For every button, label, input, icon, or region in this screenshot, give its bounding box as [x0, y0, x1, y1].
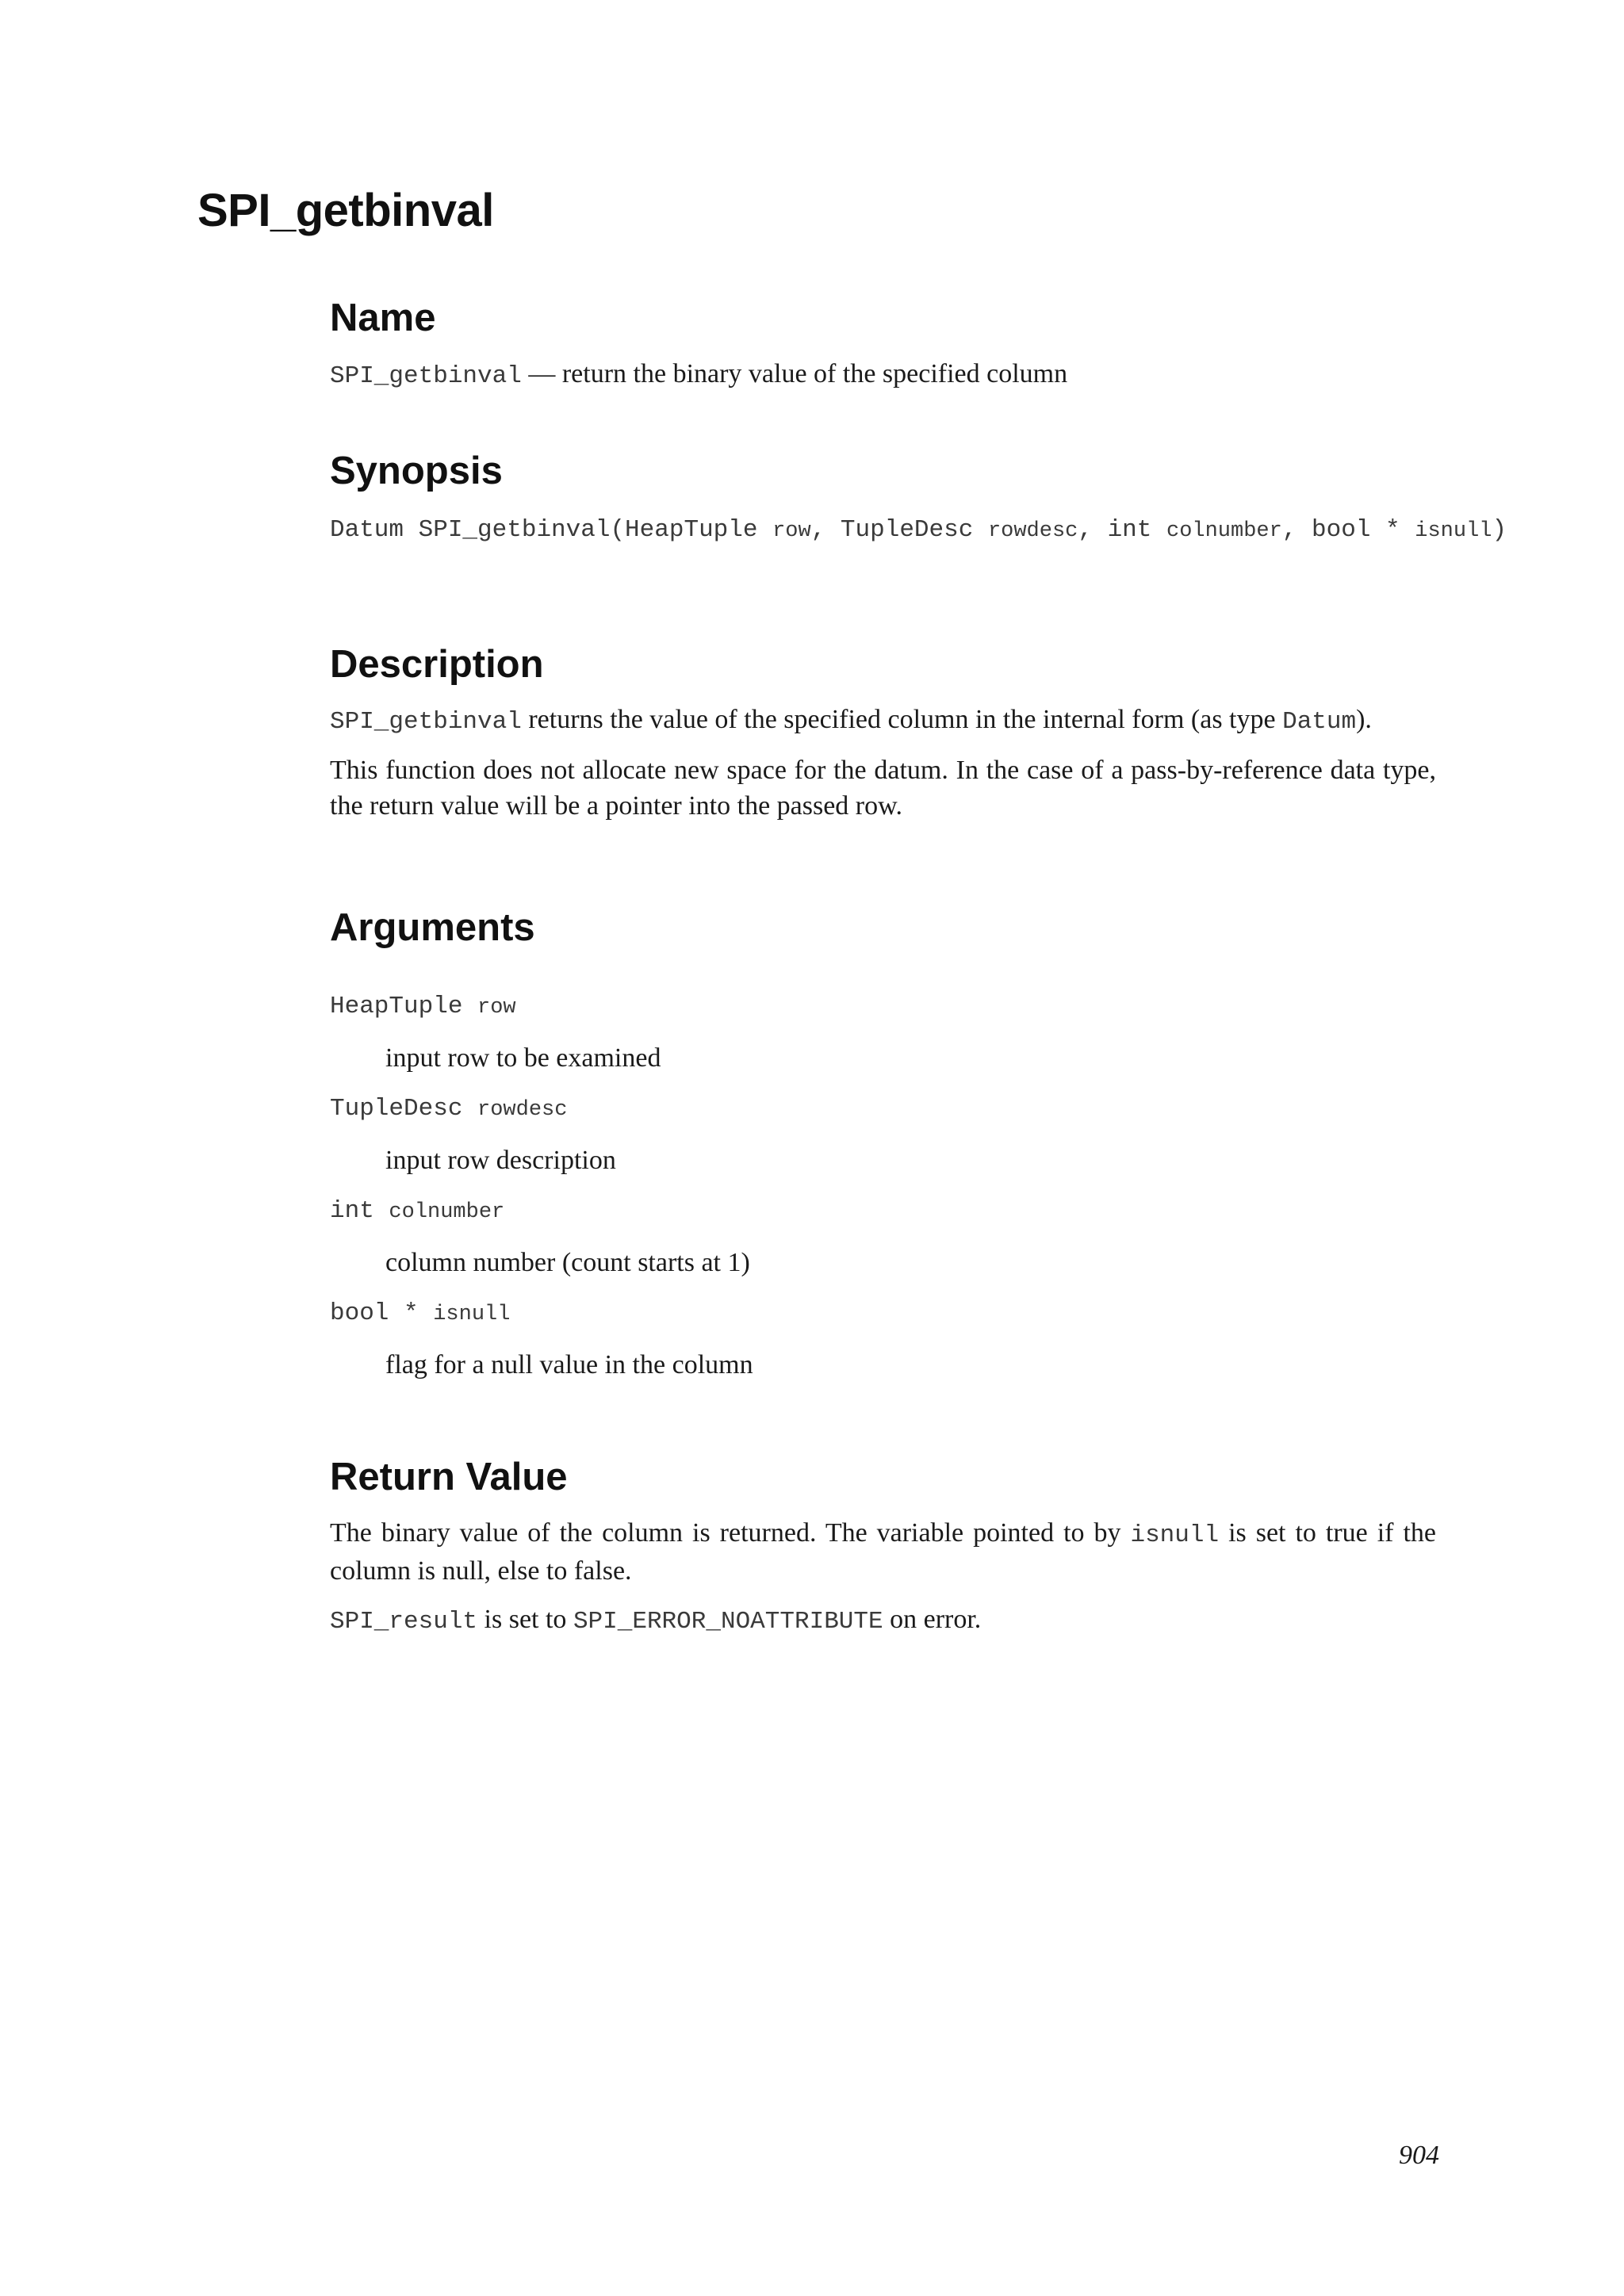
description-section: [330, 641, 1519, 825]
inline-code: isnull: [1130, 1521, 1220, 1549]
inline-code: SPI_getbinval: [330, 708, 522, 737]
page-number: 904: [1399, 2141, 1439, 2170]
paragraph-text: on error.: [883, 1604, 982, 1634]
signature-part: , TupleDesc: [810, 515, 988, 544]
description-paragraph: [330, 702, 1519, 740]
argument-type: bool *: [330, 1299, 434, 1328]
argument-description: flag for a null value in the column: [385, 1350, 753, 1380]
argument-term: [330, 991, 1519, 1024]
arguments-heading: Arguments: [330, 906, 535, 950]
signature-param-rowdesc: rowdesc: [987, 519, 1078, 543]
arguments-list: [330, 991, 1519, 1383]
return-paragraph: [330, 1601, 1519, 1640]
argument-description: input row description: [385, 1146, 616, 1176]
function-signature: [330, 512, 1519, 549]
signature-part: ): [1492, 515, 1507, 544]
argument-description: input row to be examined: [385, 1043, 661, 1073]
function-name: SPI_getbinval: [330, 362, 522, 390]
signature-part: Datum SPI_getbinval(HeapTuple: [330, 515, 773, 544]
argument-param: row: [477, 996, 516, 1020]
paragraph-text: is set to: [477, 1604, 573, 1634]
argument-param: isnull: [433, 1303, 511, 1327]
return-paragraph: [330, 1515, 1436, 1589]
name-summary: [330, 356, 1519, 394]
argument-param: colnumber: [389, 1200, 505, 1225]
signature-param-row: row: [772, 519, 811, 543]
argument-description: column number (count starts at 1): [385, 1248, 750, 1278]
arguments-section: [330, 905, 1519, 1383]
paragraph-text: returns the value of the specified column in the internal form (as type: [521, 705, 1283, 735]
name-heading: Name: [330, 297, 436, 339]
synopsis-heading: Synopsis: [330, 449, 503, 492]
description-paragraph: This function does not allocate new space for the datum. In the case of a pass-by-reference data type, the return value will be a pointer into the passed row.: [330, 756, 1436, 821]
synopsis-section: [330, 448, 1519, 549]
inline-code: SPI_ERROR_NOATTRIBUTE: [573, 1607, 883, 1636]
argument-term: [330, 1093, 1519, 1126]
summary-text: — return the binary value of the specified column: [521, 358, 1068, 388]
paragraph-text: The binary value of the column is returned. The variable pointed to by: [330, 1517, 1131, 1548]
argument-term: [330, 1196, 1519, 1228]
return-value-heading: Return Value: [330, 1456, 568, 1499]
paragraph-text: ).: [1356, 705, 1372, 735]
signature-param-colnumber: colnumber: [1166, 519, 1282, 543]
argument-param: rowdesc: [477, 1098, 568, 1123]
name-section: [330, 295, 1519, 394]
page-title: SPI_getbinval: [197, 185, 494, 236]
description-heading: Description: [330, 642, 544, 686]
return-value-section: [330, 1454, 1519, 1640]
signature-part: , bool *: [1281, 515, 1415, 544]
inline-code: Datum: [1282, 708, 1357, 737]
signature-part: , int: [1078, 515, 1166, 544]
argument-term: [330, 1298, 1519, 1330]
argument-type: HeapTuple: [330, 993, 478, 1021]
argument-type: TupleDesc: [330, 1095, 478, 1123]
paragraph-text: is set to true if the column is null, else to false.: [330, 1517, 1436, 1586]
argument-type: int: [330, 1197, 389, 1226]
signature-param-isnull: isnull: [1415, 519, 1492, 543]
inline-code: SPI_result: [330, 1607, 478, 1636]
reference-entry: [330, 295, 1519, 1640]
